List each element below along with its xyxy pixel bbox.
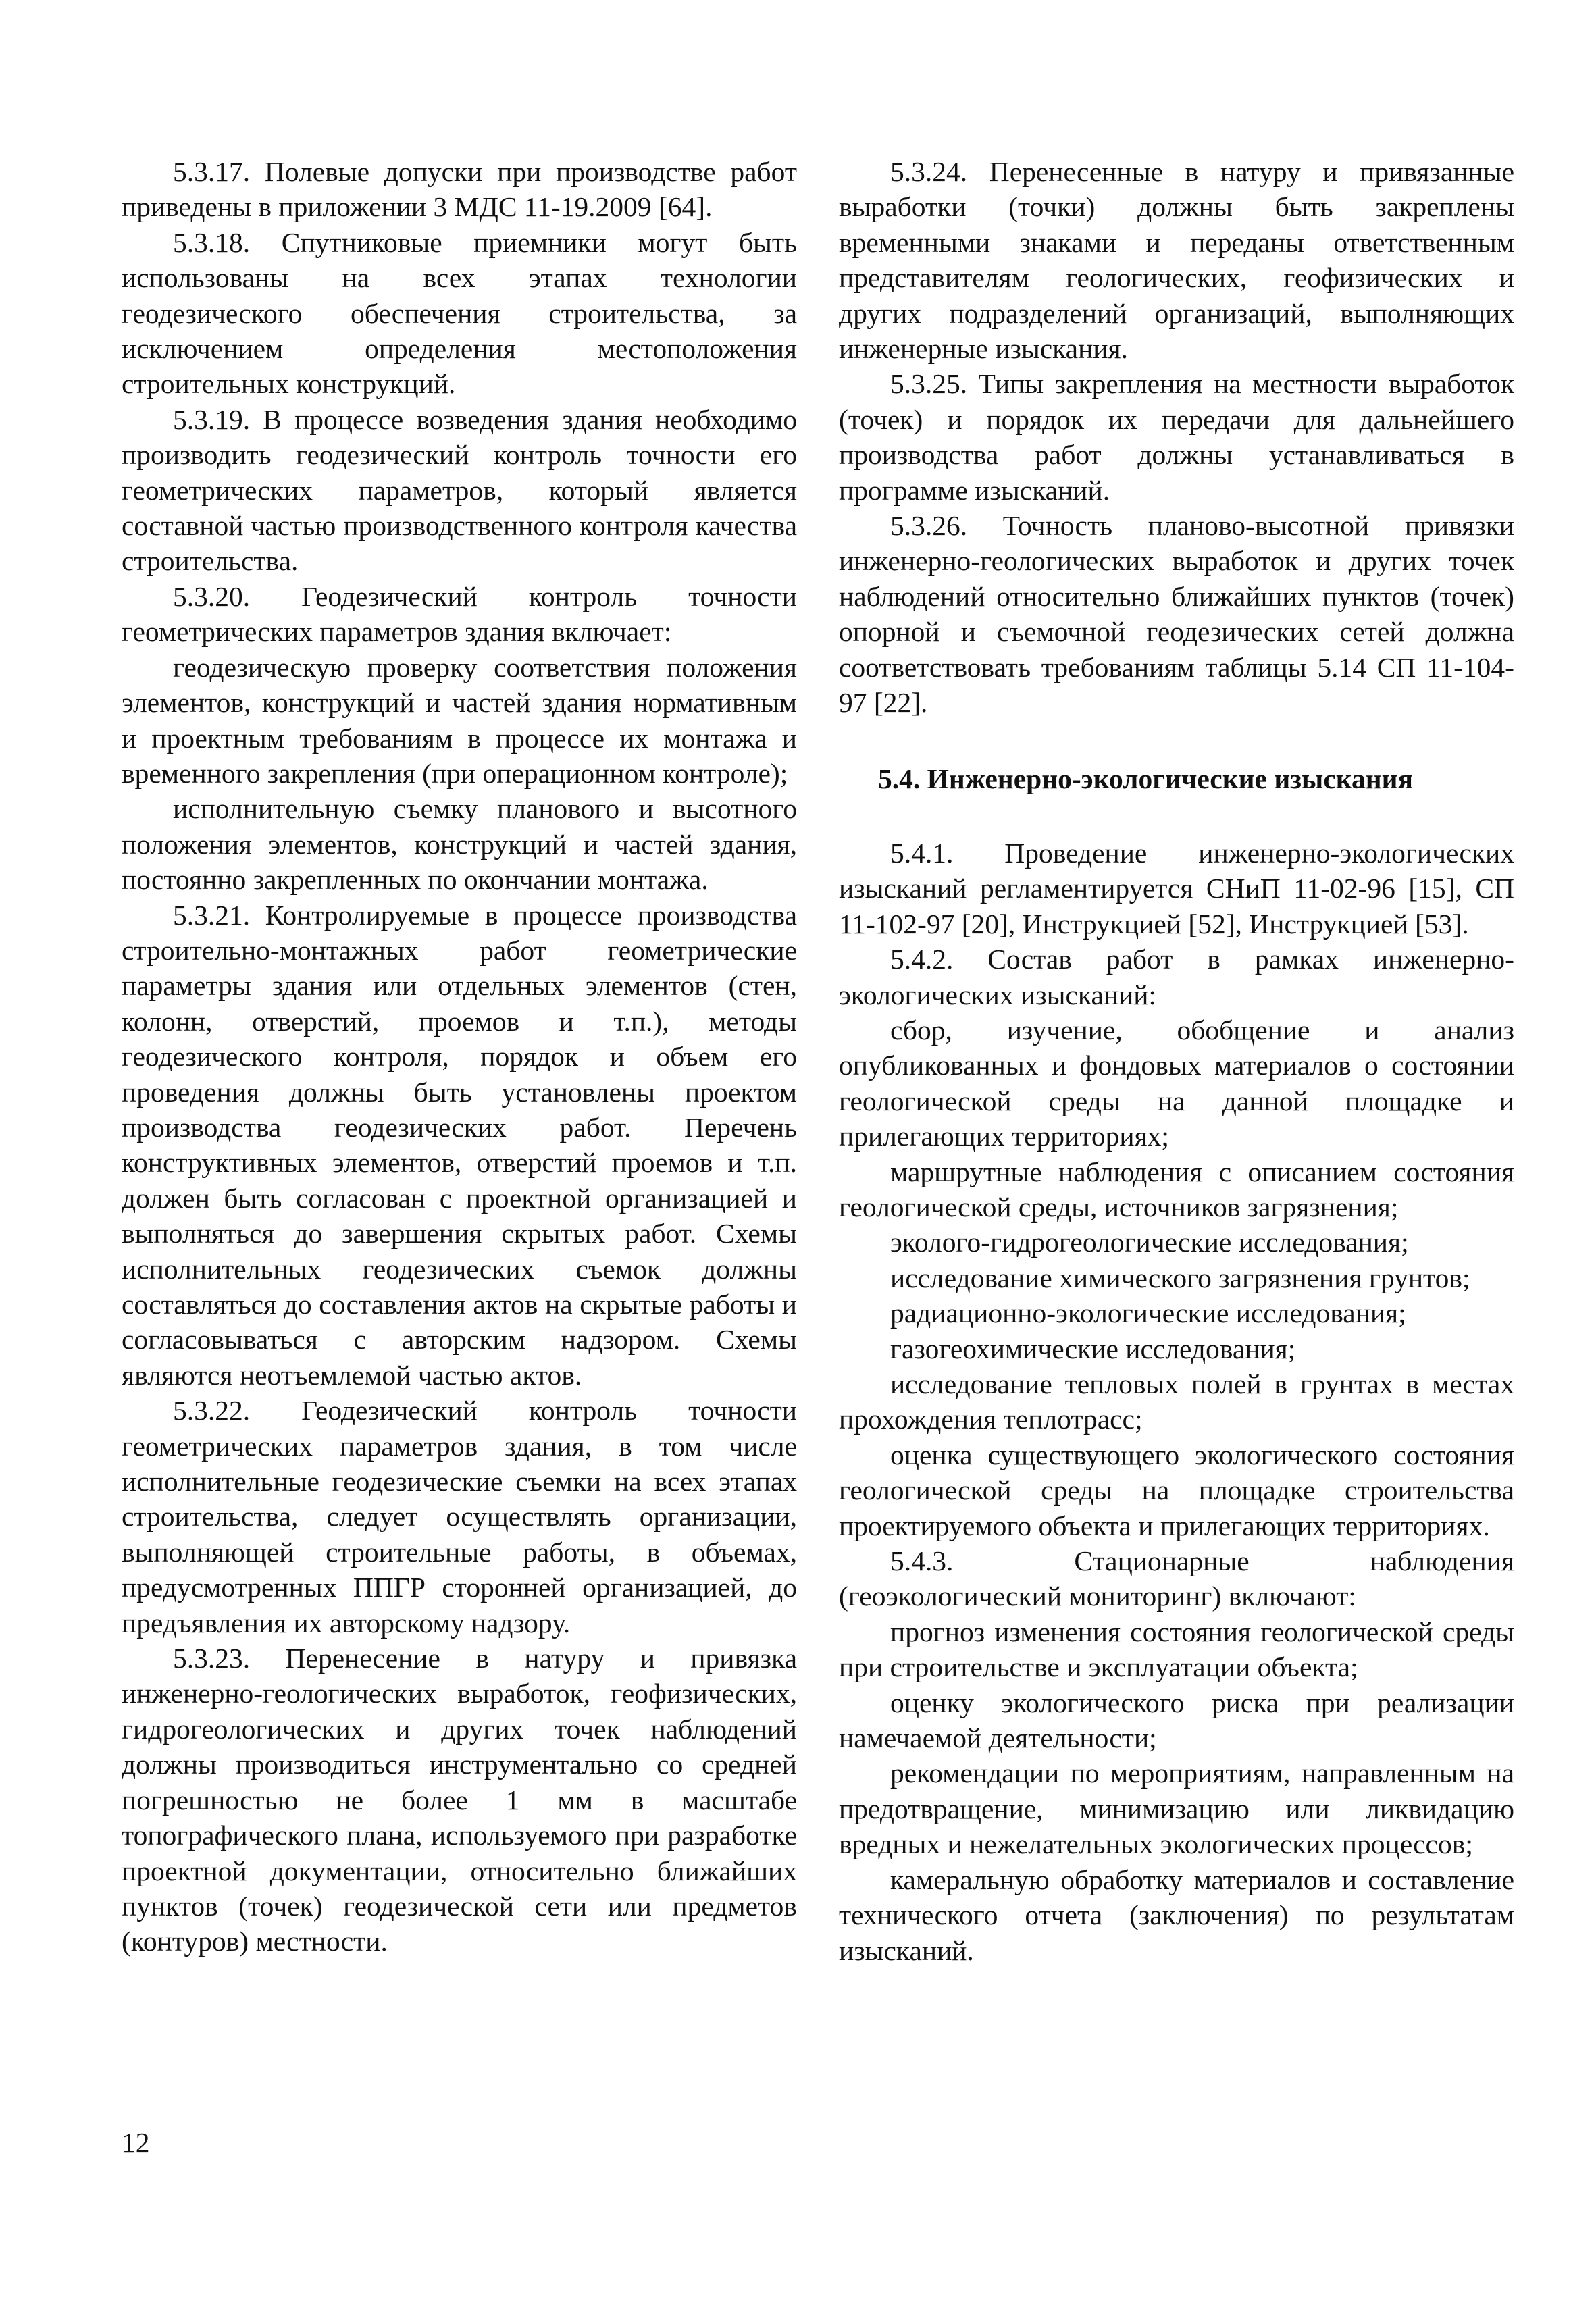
- paragraph-5-3-26: 5.3.26. Точность планово-высотной привязки инженерно-геологических выработок и других точек наблюдений относительно ближайших пунктов (точек) опорной и съемочной геодезических сетей должна соответствовать требованиям таблицы 5.14 СП 11-104-97 [22].: [839, 510, 1514, 719]
- list-item: рекомендации по мероприятиям, направленным на предотвращение, минимизацию или ликвидацию вредных и нежелательных экологических процессов;: [839, 1757, 1514, 1860]
- list-item: сбор, изучение, обобщение и анализ опубликованных и фондовых материалов о состоянии геологической среды на данной площадке и прилегающих территориях;: [839, 1014, 1514, 1152]
- paragraph-5-3-17: 5.3.17. Полевые допуски при производстве работ приведены в приложении 3 МДС 11-19.2009 [64].: [122, 156, 797, 223]
- left-text-column: [122, 154, 797, 1959]
- list-item: маршрутные наблюдения с описанием состояния геологической среды, источников загрязнения;: [839, 1156, 1514, 1223]
- list-item: исследование тепловых полей в грунтах в местах прохождения теплотрасс;: [839, 1368, 1514, 1435]
- section-heading-5-4: 5.4. Инженерно-экологические изыскания: [878, 763, 1414, 794]
- paragraph-5-4-2: 5.4.2. Состав работ в рамках инженерно-экологических изысканий:: [839, 944, 1514, 1010]
- paragraph-5-4-3: 5.4.3. Стационарные наблюдения (геоэкологический мониторинг) включают:: [839, 1545, 1514, 1612]
- list-item: оценка существующего экологического состояния геологической среды на площадке строительства проектируемого объекта и прилегающих территориях.: [839, 1439, 1514, 1541]
- paragraph-5-3-19: 5.3.19. В процессе возведения здания необходимо производить геодезический контроль точности его геометрических параметров, который является составной частью производственного контроля качества строительства.: [122, 403, 797, 577]
- paragraph-5-3-23: 5.3.23. Перенесение в натуру и привязка инженерно-геологических выработок, геофизических, гидрогеологических и других точек наблюдений должны производиться инструментально со средней погрешностью не более 1 мм в масштабе топографического плана, используемого при разработке проектной документации, относительно ближайших пунктов (точек) геодезической сети или предметов (контуров) местности.: [122, 1643, 797, 1957]
- paragraph-5-3-21: 5.3.21. Контролируемые в процессе производства строительно-монтажных работ геометрические параметры здания или отдельных элементов (стен, колонн, отверстий, проемов и т.п.), методы геодезического контроля, порядок и объем его проведения должны быть установлены проектом производства геодезических работ. Перечень конструктивных элементов, отверстий проемов и т.п. должен быть согласован с проектной организацией и выполняться до завершения скрытых работ. Схемы исполнительных геодезических съемок должны составляться до составления актов на скрытые работы и согласовываться с авторским надзором. Схемы являются неотъемлемой частью актов.: [122, 899, 797, 1391]
- paragraph-5-3-22: 5.3.22. Геодезический контроль точности геометрических параметров здания, в том числе исполнительные геодезические съемки на всех этапах строительства, следует осуществлять организации, выполняющей строительные работы, в объемах, предусмотренных ППГР сторонней организацией, до предъявления их авторскому надзору.: [122, 1395, 797, 1639]
- paragraph-5-3-24: 5.3.24. Перенесенные в натуру и привязанные выработки (точки) должны быть закреплены временными знаками и переданы ответственным представителям геологических, геофизических и других подразделений организаций, выполняющих инженерные изыскания.: [839, 156, 1514, 365]
- paragraph-5-4-1: 5.4.1. Проведение инженерно-экологических изысканий регламентируется СНиП 11-02-96 [15], СП 11-102-97 [20], Инструкцией [52], Инструкцией [53].: [839, 837, 1514, 940]
- paragraph-5-3-25: 5.3.25. Типы закрепления на местности выработок (точек) и порядок их передачи для дальнейшего производства работ должны устанавливаться в программе изысканий.: [839, 368, 1514, 506]
- page-number: 12: [122, 2127, 150, 2158]
- list-item: исследование химического загрязнения грунтов;: [890, 1262, 1470, 1293]
- list-item-as-built-survey: исполнительную съемку планового и высотного положения элементов, конструкций и частей здания, постоянно закрепленных по окончании монтажа.: [122, 793, 797, 896]
- list-item: оценку экологического риска при реализации намечаемой деятельности;: [839, 1687, 1514, 1754]
- list-item-geodetic-check: геодезическую проверку соответствия положения элементов, конструкций и частей здания нормативным и проектным требованиям в процессе их монтажа и временного закрепления (при операционном контроле);: [122, 651, 797, 789]
- paragraph-5-3-18: 5.3.18. Спутниковые приемники могут быть использованы на всех этапах технологии геодезического обеспечения строительства, за исключением определения местоположения строительных конструкций.: [122, 226, 797, 400]
- list-item: газогеохимические исследования;: [890, 1333, 1296, 1364]
- list-item: прогноз изменения состояния геологической среды при строительстве и эксплуатации объекта;: [839, 1616, 1514, 1683]
- list-item: камеральную обработку материалов и составление технического отчета (заключения) по результатам изысканий.: [839, 1863, 1514, 1966]
- paragraph-5-3-20: 5.3.20. Геодезический контроль точности геометрических параметров здания включает:: [122, 580, 797, 648]
- list-item: эколого-гидрогеологические исследования;: [890, 1227, 1409, 1258]
- right-text-column: [839, 154, 1514, 1968]
- list-item: радиационно-экологические исследования;: [890, 1297, 1406, 1329]
